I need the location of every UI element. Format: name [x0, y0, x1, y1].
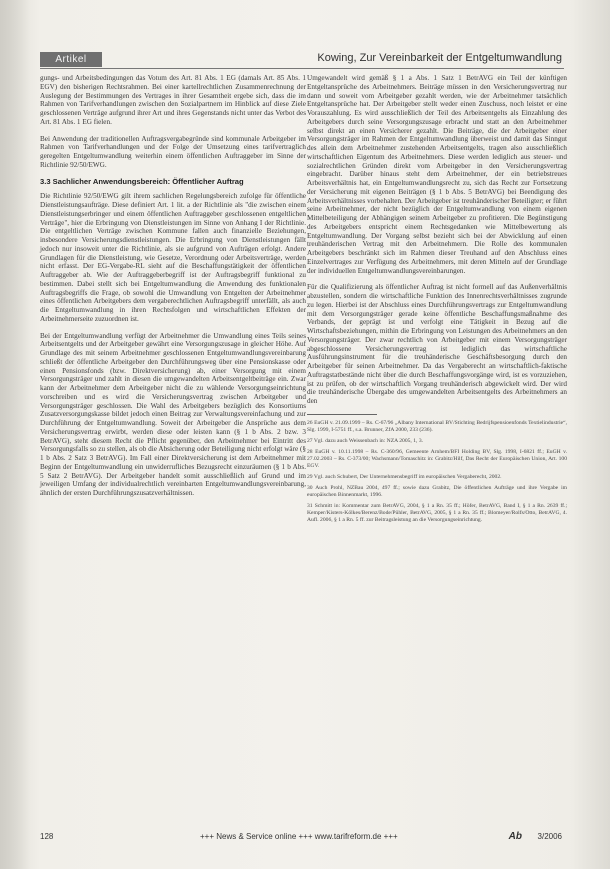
page-number: 128 — [40, 832, 54, 841]
footnote: 28 EuGH v. 10.11.1998 – Rs. C-360/96, Gemeente Arnhem/BFI Holding BV, Slg. 1998, I-6821 ff.; EuGH v. 27.02.2003 – Rs. C-373/00; Wachsmann/Tomaschitz in: Grabitz/Hilf, Das Recht der Europäischen Union, Art. 100 EGV. — [307, 448, 567, 469]
binding-shadow — [0, 0, 30, 869]
left-column — [40, 74, 306, 506]
footnote: 30 Auch Prohl, NZBau 2004, 497 ff.; sowie dazu Grabitz, Die öffentlichen Aufträge und ihre Vergabe im europäischen Binnenmarkt, 1996. — [307, 484, 567, 498]
running-head: Kowing, Zur Vereinbarkeit der Entgeltumwandlung — [317, 52, 562, 64]
footnote-rule — [307, 414, 377, 415]
paragraph: Umgewandelt wird gemäß § 1 a Abs. 1 Satz 1 BetrAVG ein Teil der künftigen Entgeltansprüche des Arbeitnehmers. Beiträge müssen in den Versicherungsvertrag nur dann und soweit vom Arbeitgeber gezahlt werden, wie der Arbeitnehmer tatsächlich Entgeltansprüche hat. Der Arbeitgeber stellt weder einen Zuschuss, noch leistet er eine Vorauszahlung. Es wird ausschließlich der Teil des Arbeitsentgelts als Einzahlung des Arbeitgebers durch seine Versorgungszusage erbracht und statt an den Arbeitnehmer selbst direkt an einen Versicherer gezahlt. Die Beiträge, die der Arbeitgeber einer Versorgungsträger im Rahmen der Entgeltumwandlung überweist und damit das Sinngut des allein dem Arbeitnehmer zustehenden Arbeitsentgelts, tragen also ausschließlich wirtschaftlichen Eigentum des Arbeitnehmers. Diese werden lediglich aus steuer- und sozialrechtlichen Gründen direkt vom Arbeitgeber in den Versicherungsvertrag eingebracht. Darüber hinaus steht dem Arbeitnehmer, der ein betriebstreues Arbeitsverhältnis hat, ein Entgeltumwandlungsrecht zu, sich das Recht zur Fortsetzung der Versicherung mit eigenen Beiträgen (§ 1 b Abs. 5 BetrAVG) bei Beendigung des Arbeitsverhältnisses vorbehalten. Der Arbeitgeber ist treuhänderischer Beteiligter; er führt seine Arbeitnehmer, der nicht bezüglich der Entgeltumwandlung von einem eigenen Mittelbeteiligung der Abhängigen seinem Arbeitgeber zu profitieren. Die Begünstigung des Arbeitgebers entspricht einem Rechtsgedanken wie Mittelbewertung als Entgeltumwandlung. Der Vorgang selbst bezieht sich bei der Abwicklung auf einen treuhänderischen Vertrag mit den Arbeitnehmern. Die Rolle des kommunalen Arbeitgebers beschränkt sich im Rahmen dieser Treuhand auf den Abschluss eines Einzelvertrages zur Verfügung des Arbeitnehmers, mit deren Mitteln auf der Grundlage der individuellen Entgeltumwandlungsvereinbarungen. — [307, 74, 567, 275]
paragraph: gungs- und Arbeitsbedingungen das Votum des Art. 81 Abs. 1 EG (damals Art. 85 Abs. 1 EGV) den bisherigen Rechtsrahmen. Bei einer kartellrechtlichen Zusammenrechnung der Auslegung der Bestimmungen des Vertrages in ihrer Gesamtheit ergebe sich, dass die im Rahmen von Tarifverhandlungen zwischen den Sozialpartnern im Hinblick auf diese Ziele geschlossenen Verträge aufgrund ihrer Art und ihres Gegenstands nicht unter das Verbot des Art. 81 Abs. 1 EG fielen. — [40, 74, 306, 126]
paragraph: Die Richtlinie 92/50/EWG gilt ihrem sachlichen Regelungsbereich zufolge für öffentliche Dienstleistungsaufträge. Diese definiert Art. 1 lit. a der Richtlinie als "die zwischen einem Dienstleistungserbringer und einem öffentlichen Auftraggeber geschlossenen entgeltlichen Verträge", hier die Erbringung von Dienstleistungen im Sinne von Anhang I der Richtlinie. Die entgeltlichen Verträge zwischen Kommune fallen auch finanzielle Beziehungen, insbesondere Versicherungsdienstleistungen. Die Erbringung von Dienstleistungen fällt jedoch nur insoweit unter die Richtlinie, als sie aufgrund von Aufträgen erfolgt. Andere Grundlagen für die Dienstleistung, wie Gesetze, Verordnung oder Arbeitsverträge, werden nicht erfasst. Der EG-Vergabe-RL sieht auf die Beschaffungstätigkeit der öffentlichen Auftraggeber ab. Wie der Auftraggeberbegriff ist der Auftragsbegriff funktional zu bestimmen. Dabei stellt sich bei Entgeltumwandlung die Anwendung des funktionalen Auftragsbegriffs die Frage, ob sowohl die Umwandlung von Entgelten der Arbeitnehmer eines öffentlichen Arbeitgebers dem vergaberechtlichen Auftragsbegriff unterfällt, als auch die Entgeltumwandlung in ihren Rechtsfolgen und wirtschaftlichen Effekten der Arbeitnehmerseite zuzuordnen ist. — [40, 192, 306, 323]
footnote: 27 Vgl. dazu auch Weissenbach in: NZA 2005, 1, 3. — [307, 437, 424, 444]
journal-logo: Ab — [508, 831, 522, 842]
footnotes — [307, 420, 567, 524]
paragraph: Bei der Entgeltumwandlung verfügt der Arbeitnehmer die Umwandlung eines Teils seines Arbeitsentgelts und der Arbeitgeber gewährt eine Versorgungszusage in gleicher Höhe. Auf Grundlage des mit seinem Arbeitnehmer geschlossenen Entgeltumwandlungsvereinbarung schließt der öffentliche Arbeitgeber den Durchführungsweg über eine Pensionskasse oder einen Pensionsfonds (bzw. Direktversicherung) ab, einer Versorgung mit einem Versorgungsträger und zahlt in diesen die umgewandelten Arbeitsentgeltbeiträge ein. Zwar kann der Arbeitnehmer dem Arbeitgeber nicht die zu wählende Versorgungseinrichtung vorschreiben und es wird die Versicherungsvertrag zwischen Arbeitgeber und Versorgungsträger geschlossen. Die Wahl des Arbeitgebers bezüglich des Konsortiums Zusatzversorgungskasse bildet jedoch einen Beitrag zur Verwaltungsvereinfachung und zur Durchführung der Entgeltumwandlung. Soweit der Arbeitgeber die Ansprüche aus dem Versicherungsvertrag erwirbt, werden diese oder leisten kann (§ 1 b Abs. 2 bzw. 3 BetrAVG), steht diesem Recht die Pflicht gegenüber, den Arbeitnehmer bei Eintritt des Versorgungsfalls so zu stellen, als ob die Absicherung oder Beteiligung nicht erfolgt wäre (§ 1 b Abs. 2 Satz 3 BetrAVG). Im Fall einer Direktversicherung ist dem Arbeitnehmer mit Beginn der Entgeltumwandlung ein unwiderrufliches Bezugsrecht einzuräumen (§ 1 b Abs. 5 Satz 2 BetrAVG). Der Arbeitgeber handelt somit ausschließlich auf Grund und im jeweiligen Umfang der individualrechtlich vereinbarten Entgeltumwandlungsvereinbarung, ähnlich der ersten Durchführungszusatzverhältnissen. — [40, 331, 306, 497]
header-rule — [40, 68, 564, 69]
footnote: 29 Vgl. auch Schubert, Der Unternehmensbegriff im europäischen Vergaberecht, 2002. — [307, 473, 502, 480]
section-heading: 3.3 Sachlicher Anwendungsbereich: Öffentlicher Auftrag — [40, 176, 244, 186]
paragraph: Bei Anwendung der traditionellen Auftragsvergabegründe sind kommunale Arbeitgeber im Rahmen von Tarifverhandlungen und der Folge der Umsetzung eines tarifvertraglich geregelten Entgeltumwandlung weiterhin einem öffentlichen Auftraggeber im Sinne der Richtlinie 92/50/EWG. — [40, 134, 306, 169]
section-rubric: Artikel — [40, 52, 102, 67]
issue-number: 3/2006 — [537, 832, 562, 841]
footer-ad-line: +++ News & Service online +++ www.tarifreform.de +++ — [200, 832, 398, 841]
footnote: 26 EuGH v. 21.09.1999 – Rs. C-67/96 „Albany International BV/Stichting Bedrijfspensioenfonds Textielindustrie“, Slg. 1999, I-5751 ff., s.a. Brunner, ZfA 2000, 233 (236). — [307, 419, 567, 433]
footnote: 31 Schmitt in: Kommentar zum BetrAVG, 2004, § 1 a Rn. 35 ff.; Höfer, BetrAVG, Band I, § 1 a Rn. 2639 ff.; Kemper/Kisters-Kölkes/Berenz/Bode/Pühler, BetrAVG, 2005, § 1 a Rn. 35 ff.; Blomeyer/Rolfs/Otto, BetrAVG, 4. Aufl. 2006, § 1 a Rn. 5 ff. zur Beitragsleistung an die Versorgungseinrichtung. — [307, 502, 567, 523]
paragraph: Für die Qualifizierung als öffentlicher Auftrag ist nicht formell auf das Außenverhältnis abzustellen, sondern die wirtschaftliche Funktion des Innenrechtsverhältnisses zugrunde zu legen. Hierbei ist der Abschluss eines Durchführungsvertrags zur Entgeltumwandlung mit dem Versorgungsträger gerade keine öffentliche Beschaffungsmaßnahme des Verbands, der geprägt ist und verfolgt eine Tätigkeit in Bezug auf die Wirtschaftsbeziehungen, mithin die Erbringung von Leistungen des Arbeitnehmers an den Versorgungsträger. Der zwar rechtlich von Arbeitgeber mit einem Versorgungsträger abgeschlossene Versicherungsvertrag ist lediglich das wirtschaftliche Ausführungsinstrument für die treuhänderische Geschäftsbesorgung durch den Arbeitgeber für seinen Arbeitnehmer. Da das Vergaberecht an wirtschaftlich-faktische Auftragstatbestände nicht über die durch Beschaffungsvorgänge wird, ist es vorzuziehen, ist zu prüfen, ob der wirtschaftlich Vorgang treuhänderisch abgewickelt wird. Der wird die treuhänderische Übergabe des umgewandelten Arbeitsentgelts des Arbeitnehmers an den — [307, 283, 567, 405]
right-column — [307, 74, 567, 528]
page-footer — [40, 832, 562, 844]
